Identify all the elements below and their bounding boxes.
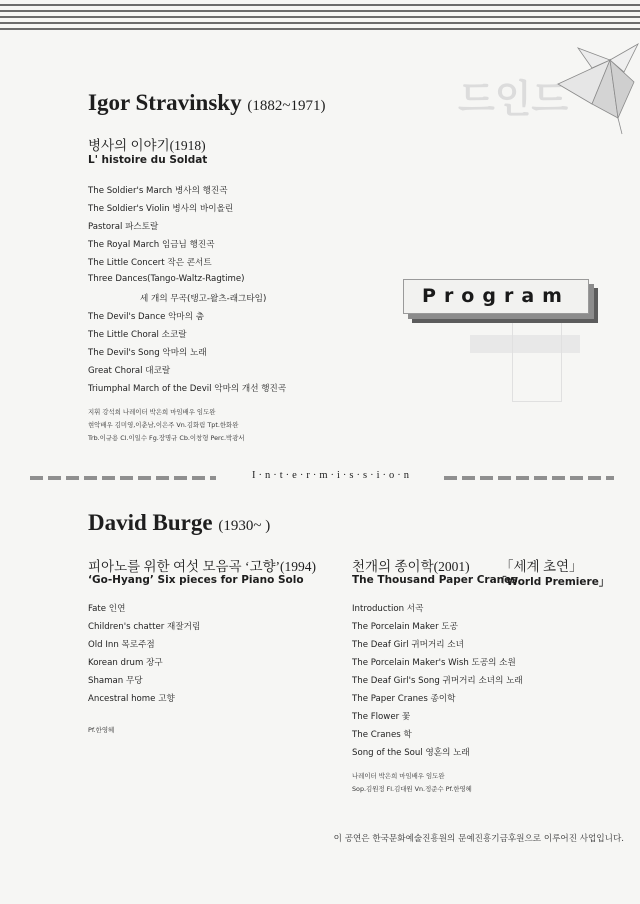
composer-heading [88,510,270,536]
program-item: The Little Choral 소코랄 [88,330,187,340]
composer-name: David Burge [88,510,213,535]
top-rule [0,16,640,18]
performer-credit: Sop.김원정 Fl.김대원 Vn.정준수 Pf.한영혜 [352,785,472,793]
program-item: Children's chatter 재잘거림 [88,622,201,632]
program-item: The Porcelain Maker 도공 [352,622,458,632]
sponsor-footer: 이 공연은 한국문화예술진흥원의 문예진흥기금후원으로 이루어진 사업입니다. [333,834,624,844]
work-title-korean: 병사의 이야기(1918) [88,138,206,153]
program-item: Old Inn 목로주점 [88,640,155,650]
intermission-label: I·n·t·e·r·m·i·s·s·i·o·n [252,470,412,481]
program-item: The Royal March 임금님 행진곡 [88,240,215,250]
program-label-box [403,279,589,314]
program-item: The Paper Cranes 종이학 [352,694,456,704]
program-item: Three Dances(Tango-Waltz-Ragtime) [88,274,245,284]
composer-name: Igor Stravinsky [88,90,242,115]
top-rule [0,28,640,30]
program-item: The Flower 꽃 [352,712,411,722]
top-rule [0,4,640,6]
composer-years: (1882~1971) [247,98,326,114]
work-title-french: L' histoire du Soldat [88,154,208,166]
intermission-dash-right [444,476,614,480]
performer-credit: 나레이터 박은희 마임배우 임도완 [352,772,445,780]
program-item: Great Choral 대코랄 [88,366,171,376]
program-item: The Devil's Song 악마의 노래 [88,348,207,358]
top-rule [0,10,640,12]
program-item: Introduction 서곡 [352,604,424,614]
program-item: The Cranes 학 [352,730,412,740]
program-item: The Little Concert 작은 콘서트 [88,258,212,268]
program-item: The Soldier's Violin 병사의 바이올린 [88,204,234,214]
premiere-label-english: 「World Premiere」 [496,576,610,588]
program-item: The Soldier's March 병사의 행진곡 [88,186,228,196]
program-item: Song of the Soul 영혼의 노래 [352,748,470,758]
program-item: Ancestral home 고향 [88,694,175,704]
composer-years: (1930~ ) [218,518,271,534]
program-item: The Porcelain Maker's Wish 도공의 소원 [352,658,516,668]
premiere-label-korean: 「세계 초연」 [500,559,583,574]
work-title-english: The Thousand Paper Cranes [352,574,518,586]
program-item: The Devil's Dance 악마의 춤 [88,312,205,322]
work-title-korean: 피아노를 위한 여섯 모음곡 ‘고향’(1994) [88,559,317,574]
performer-credit: Pf.한영혜 [88,726,115,734]
program-item: 세 개의 무곡(탱고-왈츠-래그타임) [140,294,267,304]
decorative-background-text: 드인드 [458,77,569,121]
program-item: Triumphal March of the Devil 악마의 개선 행진곡 [88,384,287,394]
composer-heading [88,90,325,116]
intermission-dash-left [30,476,216,480]
work-title-english: ‘Go-Hyang’ Six pieces for Piano Solo [88,574,304,586]
program-item: Korean drum 장구 [88,658,163,668]
work-title-korean: 천개의 종이학(2001) [352,559,470,574]
performer-credit: Trb.이규용 Cl.이일수 Fg.장명규 Cb.이창형 Perc.박광서 [88,434,245,442]
performer-credit: 지휘 강석희 나레이터 박은희 마임배우 임도완 [88,408,216,416]
top-rule [0,22,640,24]
paper-crane-icon [548,38,640,138]
program-item: Pastoral 파스토랄 [88,222,159,232]
program-item: The Deaf Girl 귀머거리 소녀 [352,640,464,650]
program-label: Program [422,285,570,307]
program-item: The Deaf Girl's Song 귀머거리 소녀의 노래 [352,676,523,686]
program-item: Shaman 무당 [88,676,143,686]
performer-credit: 현악배우 김미영,이춘남,이은주 Vn.김화림 Tpt.한화완 [88,421,239,429]
decorative-frame [512,320,562,402]
program-item: Fate 인연 [88,604,126,614]
